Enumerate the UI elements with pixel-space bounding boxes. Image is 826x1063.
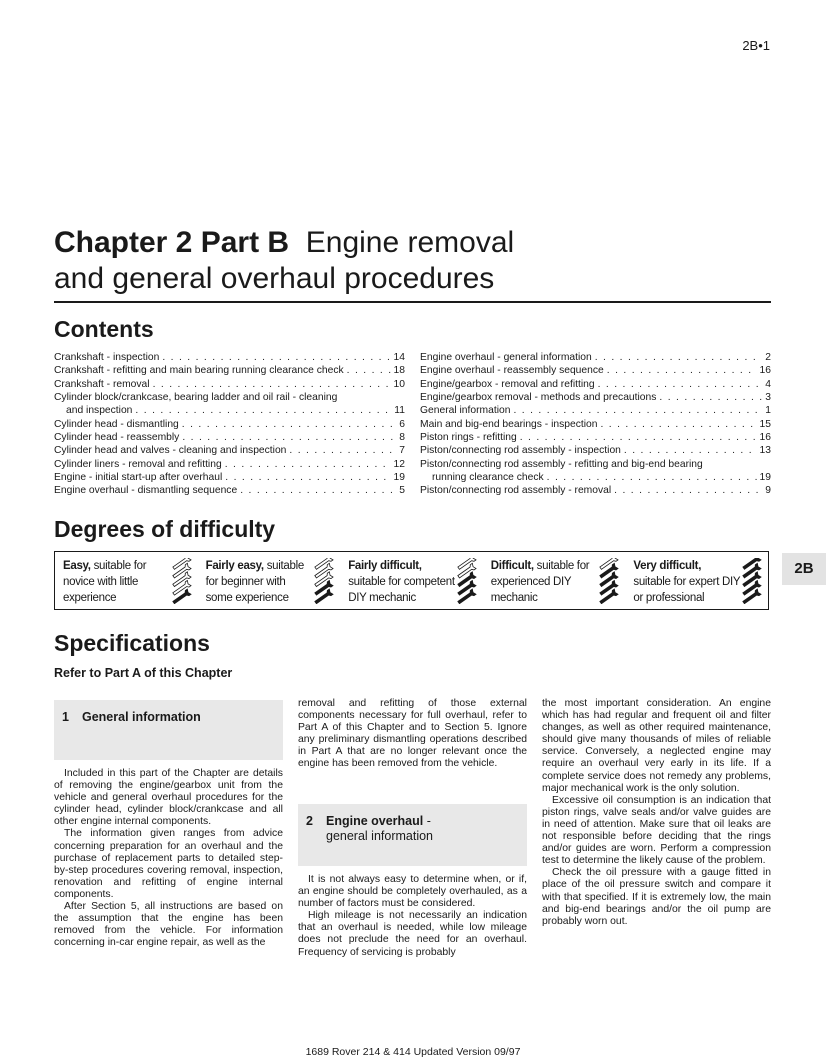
toc-entry-text: Cylinder head - dismantling (54, 418, 179, 430)
toc-leader (659, 391, 762, 404)
difficulty-level-text: or professional (633, 592, 705, 604)
toc-entry[interactable] (420, 391, 771, 404)
toc-entry[interactable] (54, 458, 405, 471)
toc-entry-text: Piston/connecting rod assembly - inspection (420, 445, 621, 457)
toc-entry[interactable] (54, 444, 405, 457)
toc-entry[interactable] (54, 418, 405, 431)
toc-entry-text: Crankshaft - removal (54, 378, 150, 390)
section-2-body-continued (542, 698, 771, 928)
toc-leader (240, 484, 396, 497)
spanner-icon (740, 558, 762, 604)
toc-entry-page: 12 (393, 458, 405, 470)
paragraph: The information given ranges from advice concerning preparation for an overhaul and the purchase of replacement parts to detailed step-by-step procedures covering removal, inspection, renovation and refitting of engine internal components. (54, 828, 283, 900)
paragraph: High mileage is not necessarily an indication that an overhaul is needed, while low mileage does not preclude the need for an overhaul. Frequency of servicing is probably (298, 910, 527, 958)
paragraph: Excessive oil consumption is an indication that piston rings, valve seals and/or valve guides are in need of attention. Make sure that oil leaks are not responsible before deciding that the rings and/or guides are worn. Perform a compression test to determine the likely cause of the problem. (542, 794, 771, 867)
section-subtitle: general information (326, 829, 434, 843)
difficulty-level-text: for beginner with (205, 576, 286, 588)
toc-entry[interactable] (54, 471, 405, 484)
toc-leader (162, 351, 390, 364)
toc-entry-page: 19 (393, 472, 405, 484)
difficulty-level-text: mechanic (490, 592, 538, 604)
toc-leader (135, 404, 391, 417)
difficulty-level-title: Difficult, (490, 560, 534, 572)
paragraph: It is not always easy to determine when, or if, an engine should be completely overhauled, as a number of factors must be considered. (298, 874, 527, 910)
specifications-heading: Specifications (54, 630, 210, 656)
toc-entry-text: Cylinder head and valves - cleaning and inspection (54, 445, 287, 457)
difficulty-level-text: suitable (263, 560, 304, 572)
toc-entry-text: Cylinder head - reassembly (54, 432, 180, 444)
title-divider (54, 301, 771, 303)
toc-leader (624, 444, 757, 457)
toc-entry[interactable] (420, 364, 771, 377)
page-number: 2B•1 (742, 38, 770, 53)
toc-entry-text: Crankshaft - refitting and main bearing running clearance check (54, 365, 344, 377)
difficulty-level-title: Easy, (63, 560, 91, 572)
chapter-title-line2: and general overhaul procedures (54, 262, 495, 295)
toc-entry-text: Engine/gearbox - removal and refitting (420, 378, 595, 390)
paragraph: removal and refitting of those external components necessary for full overhaul, refer to Part A of this Chapter and to Section 5. Ignore any preliminary dismantling operations described in Part A that are no longer relevant once the engine has been removed from the vehicle. (298, 698, 527, 770)
specifications-reference: Refer to Part A of this Chapter (54, 666, 233, 680)
toc-entry-text: Piston/connecting rod assembly - refitting and big-end bearing (420, 458, 703, 470)
section-title: Engine overhaul (326, 814, 424, 828)
difficulty-heading: Degrees of difficulty (54, 516, 276, 542)
toc-entry-text: Cylinder liners - removal and refitting (54, 458, 222, 470)
toc-entry-text: and inspection (66, 405, 133, 417)
contents-heading: Contents (54, 316, 154, 342)
toc-entry[interactable] (420, 404, 771, 417)
toc-leader (225, 458, 391, 471)
chapter-title-line1: Engine removal (305, 226, 515, 259)
toc-entry-page: 1 (765, 405, 771, 417)
contents-left-column (54, 351, 405, 498)
section-number: 1 (62, 710, 69, 724)
spanner-icon (597, 558, 619, 604)
paragraph: After Section 5, all instructions are based on the assumption that the engine has been removed from the vehicle. For information concerning in-car engine repair, as well as the (54, 901, 283, 949)
difficulty-level-very-difficult (625, 552, 768, 609)
toc-entry-page: 16 (759, 365, 771, 377)
toc-entry-text: Engine/gearbox removal - methods and precautions (420, 392, 657, 404)
toc-entry-page: 5 (399, 485, 405, 497)
toc-leader (607, 364, 757, 377)
toc-entry-page: 3 (765, 392, 771, 404)
section-title: General information (82, 710, 201, 724)
contents-right-column (420, 351, 771, 498)
toc-leader (520, 431, 757, 444)
toc-entry[interactable] (54, 378, 405, 391)
toc-entry-page: 10 (393, 378, 405, 390)
difficulty-level-text: suitable for (533, 560, 590, 572)
toc-entry[interactable] (420, 378, 771, 391)
difficulty-level-title: Fairly difficult, (348, 560, 422, 572)
section-title-suffix: - (423, 814, 431, 828)
toc-leader (289, 444, 396, 457)
difficulty-level-title: Very difficult, (633, 560, 702, 572)
toc-leader (225, 471, 390, 484)
difficulty-level-text: some experience (205, 592, 289, 604)
toc-entry-page: 11 (394, 405, 405, 417)
toc-leader (182, 431, 396, 444)
paragraph: Check the oil pressure with a gauge fitted in place of the oil pressure switch and compare it with that specified. If it is extremely low, the main and big-end bearings and/or the oil pump are probably worn out. (542, 867, 771, 927)
toc-entry-page: 13 (759, 445, 771, 457)
toc-entry[interactable] (54, 351, 405, 364)
toc-entry[interactable] (54, 431, 405, 444)
difficulty-level-text: suitable for expert DIY (633, 576, 741, 588)
toc-leader (598, 378, 763, 391)
section-1-heading (54, 700, 283, 760)
difficulty-level-text: suitable for (90, 560, 147, 572)
page-footer: 1689 Rover 214 & 414 Updated Version 09/97 (305, 1046, 521, 1058)
difficulty-level-title: Fairly easy, (205, 560, 264, 572)
toc-leader (513, 404, 762, 417)
toc-entry-text: Engine - initial start-up after overhaul (54, 472, 223, 484)
chapter-label: Chapter 2 Part B (54, 226, 290, 259)
toc-entry-page: 15 (759, 418, 771, 430)
toc-entry-text: Engine overhaul - dismantling sequence (54, 485, 238, 497)
toc-entry-text: Piston rings - refitting (420, 432, 517, 444)
difficulty-level-fairly-difficult (340, 552, 483, 609)
toc-leader (347, 364, 391, 377)
toc-entry-page: 19 (759, 472, 771, 484)
toc-entry-page: 6 (399, 418, 405, 430)
toc-entry-text: Engine overhaul - general information (420, 352, 592, 363)
toc-entry-text: Crankshaft - inspection (54, 352, 160, 363)
toc-leader (182, 418, 396, 431)
chapter-title (54, 225, 774, 297)
toc-leader (547, 471, 757, 484)
spanner-icon (455, 558, 477, 604)
toc-entry-page: 16 (759, 432, 771, 444)
toc-entry[interactable] (420, 444, 771, 457)
toc-entry[interactable] (420, 418, 771, 431)
toc-leader (595, 351, 763, 364)
toc-entry-page: 9 (765, 485, 771, 497)
toc-entry[interactable] (420, 431, 771, 444)
difficulty-level-difficult (483, 552, 626, 609)
difficulty-scale (54, 551, 769, 610)
difficulty-level-text: experience (63, 592, 117, 604)
toc-entry[interactable] (54, 391, 405, 404)
toc-entry[interactable] (54, 404, 405, 417)
toc-entry-text: Cylinder block/crankcase, bearing ladder and oil rail - cleaning (54, 392, 338, 404)
toc-entry-text: Engine overhaul - reassembly sequence (420, 365, 604, 377)
spanner-icon (312, 558, 334, 604)
difficulty-level-text: suitable for competent (348, 576, 455, 588)
difficulty-level-fairly-easy (198, 552, 341, 609)
difficulty-level-easy (55, 552, 198, 609)
toc-entry-text: running clearance check (432, 472, 544, 484)
toc-entry[interactable] (420, 484, 771, 497)
toc-entry-text: Piston/connecting rod assembly - removal (420, 485, 612, 497)
toc-entry-text: Main and big-end bearings - inspection (420, 418, 598, 430)
section-1-body-continued (298, 698, 527, 771)
section-2-heading (298, 804, 527, 866)
difficulty-level-text: DIY mechanic (348, 592, 416, 604)
toc-entry-page: 2 (765, 352, 771, 363)
toc-entry-page: 14 (393, 352, 405, 363)
section-2-body (298, 874, 527, 959)
section-number: 2 (306, 814, 313, 828)
toc-leader (600, 418, 756, 431)
toc-entry-page: 8 (399, 432, 405, 444)
toc-entry-page: 4 (765, 378, 771, 390)
paragraph: Included in this part of the Chapter are details of removing the engine/gearbox unit from the vehicle and general overhaul procedures for the cylinder head, cylinder block/crankcase and all other engine internal components. (54, 768, 283, 828)
difficulty-level-text: novice with little (63, 576, 139, 588)
toc-entry[interactable] (420, 471, 771, 484)
toc-entry[interactable] (54, 484, 405, 497)
difficulty-level-text: experienced DIY (490, 576, 572, 588)
toc-entry-text: General information (420, 405, 511, 417)
toc-entry-page: 18 (393, 365, 405, 377)
toc-leader (153, 378, 391, 391)
section-1-body (54, 768, 283, 949)
toc-leader (614, 484, 762, 497)
toc-entry-page: 7 (399, 445, 405, 457)
chapter-side-tab[interactable]: 2B (782, 553, 826, 585)
toc-entry[interactable] (54, 364, 405, 377)
spanner-icon (170, 558, 192, 604)
paragraph: the most important consideration. An engine which has had regular and frequent oil and filter changes, as well as other required maintenance, should give many thousands of miles of reliable service. Conversely, a neglected engine may require an overhaul very early in its life. If a complete service does not remedy any problems, major mechanical work is the only solution. (542, 698, 771, 794)
toc-entry[interactable] (420, 351, 771, 364)
toc-entry[interactable] (420, 458, 771, 471)
